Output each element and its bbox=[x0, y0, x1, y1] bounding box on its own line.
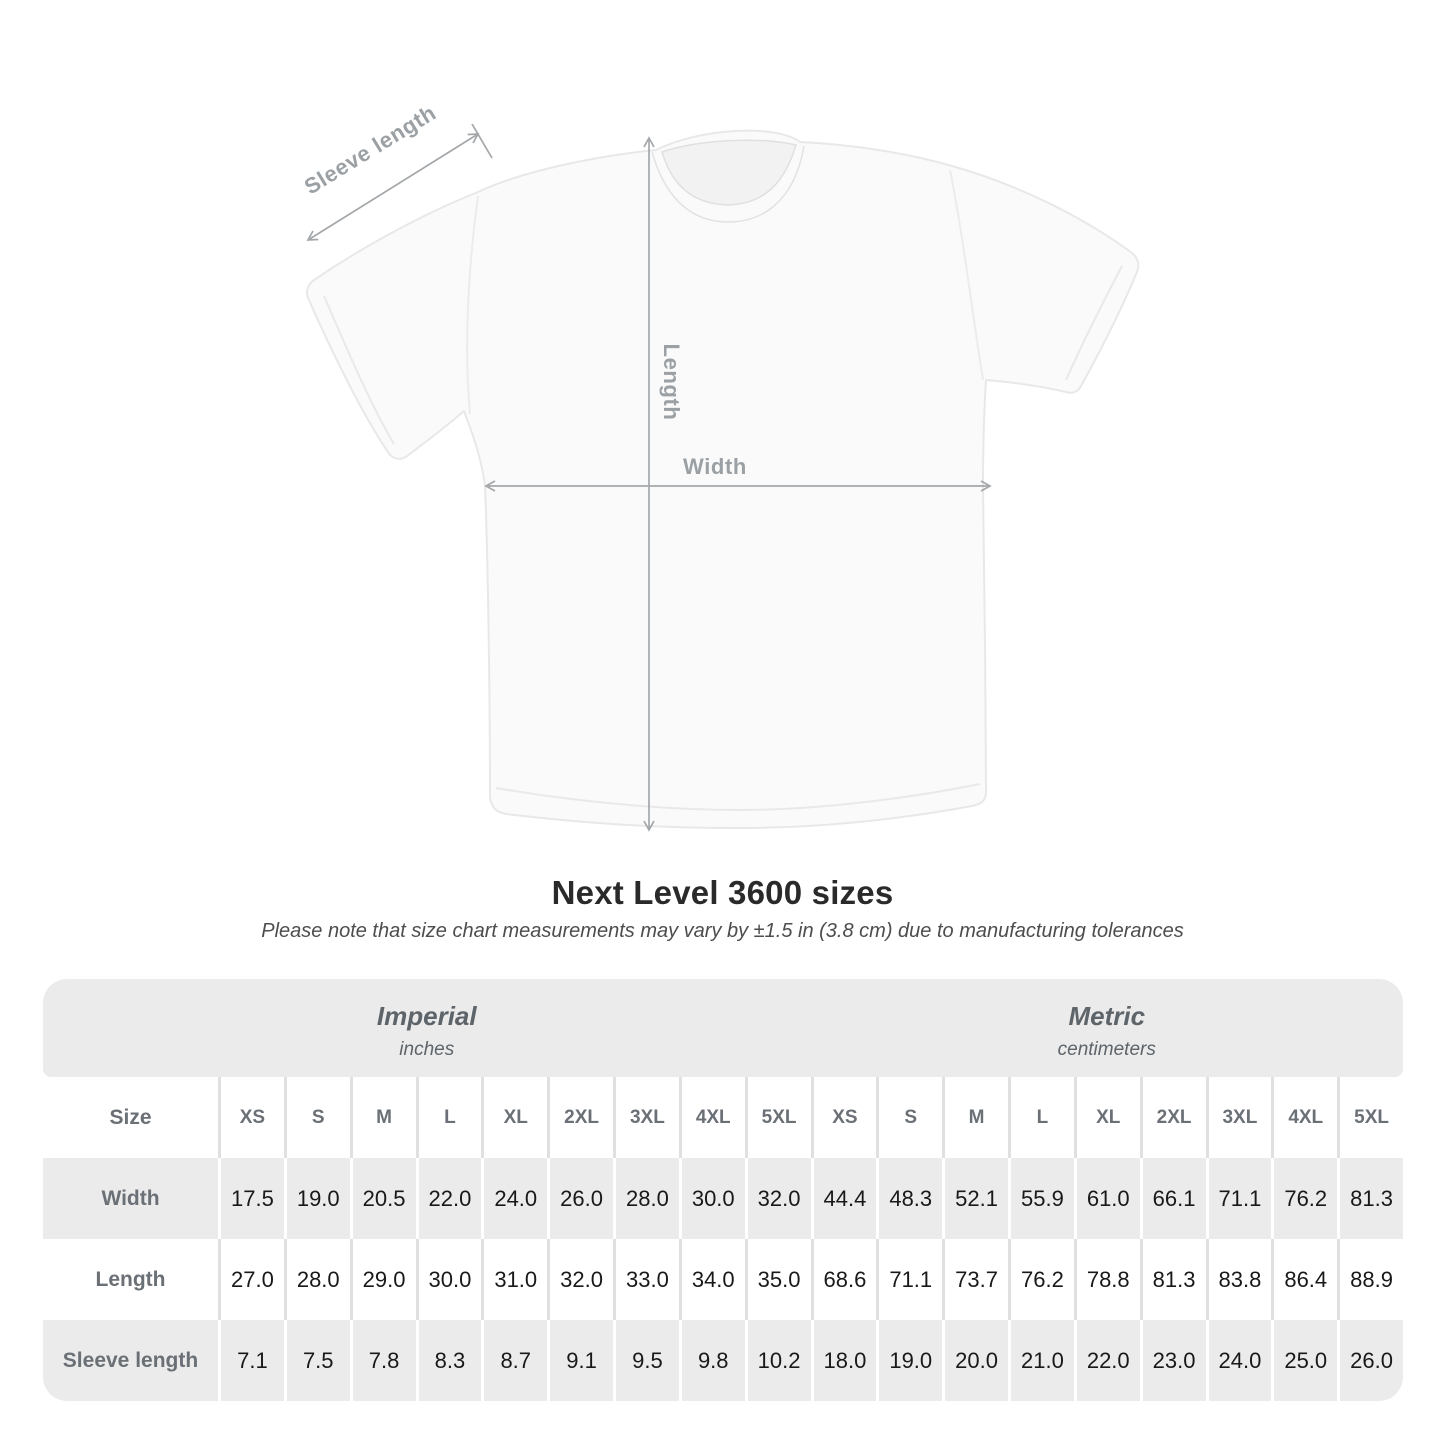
size-value: 19.0 bbox=[876, 1320, 942, 1401]
metric-size-header: S bbox=[876, 1077, 942, 1158]
imperial-size-header: S bbox=[284, 1077, 350, 1158]
imperial-size-header: 4XL bbox=[679, 1077, 745, 1158]
size-value: 30.0 bbox=[679, 1158, 745, 1239]
size-value: 68.6 bbox=[811, 1239, 877, 1320]
size-value: 9.8 bbox=[679, 1320, 745, 1401]
size-value: 81.3 bbox=[1140, 1239, 1206, 1320]
length-label: Length bbox=[659, 343, 684, 421]
size-value: 76.2 bbox=[1008, 1239, 1074, 1320]
row-label: Width bbox=[43, 1158, 218, 1239]
row-label: Length bbox=[95, 1267, 166, 1291]
size-value: 22.0 bbox=[1074, 1320, 1140, 1401]
size-value: 28.0 bbox=[284, 1239, 350, 1320]
metric-group-unit: centimeters bbox=[1057, 1039, 1156, 1060]
imperial-size-header: L bbox=[416, 1077, 482, 1158]
size-value: 88.9 bbox=[1337, 1239, 1403, 1320]
size-value: 86.4 bbox=[1271, 1239, 1337, 1320]
imperial-group-title: Imperial bbox=[376, 1001, 477, 1031]
size-value: 25.0 bbox=[1271, 1320, 1337, 1401]
metric-group-title: Metric bbox=[1068, 1001, 1146, 1031]
imperial-size-header: 5XL bbox=[745, 1077, 811, 1158]
metric-size-header: 4XL bbox=[1271, 1077, 1337, 1158]
size-value: 20.0 bbox=[942, 1320, 1008, 1401]
imperial-size-header: XL bbox=[481, 1077, 547, 1158]
size-value: 32.0 bbox=[547, 1239, 613, 1320]
width-label: Width bbox=[683, 454, 747, 479]
size-table bbox=[43, 979, 1403, 1401]
size-value: 21.0 bbox=[1008, 1320, 1074, 1401]
size-value: 66.1 bbox=[1140, 1158, 1206, 1239]
size-value: 83.8 bbox=[1206, 1239, 1272, 1320]
imperial-size-header: M bbox=[350, 1077, 416, 1158]
size-value: 9.5 bbox=[613, 1320, 679, 1401]
size-value: 20.5 bbox=[350, 1158, 416, 1239]
metric-size-header: L bbox=[1008, 1077, 1074, 1158]
metric-size-header: XS bbox=[811, 1077, 877, 1158]
size-value: 10.2 bbox=[745, 1320, 811, 1401]
size-value: 26.0 bbox=[547, 1158, 613, 1239]
size-value: 7.1 bbox=[218, 1320, 284, 1401]
size-value: 48.3 bbox=[876, 1158, 942, 1239]
size-value: 7.8 bbox=[350, 1320, 416, 1401]
size-value: 73.7 bbox=[942, 1239, 1008, 1320]
imperial-size-header: 3XL bbox=[613, 1077, 679, 1158]
sleeve-seam-tick bbox=[472, 124, 492, 158]
size-value: 22.0 bbox=[416, 1158, 482, 1239]
imperial-size-header: 2XL bbox=[547, 1077, 613, 1158]
size-value: 71.1 bbox=[876, 1239, 942, 1320]
size-value: 9.1 bbox=[547, 1320, 613, 1401]
page-title: Next Level 3600 sizes bbox=[551, 874, 894, 911]
imperial-group-unit: inches bbox=[399, 1039, 455, 1060]
tshirt-illustration bbox=[307, 131, 1138, 828]
metric-size-header: M bbox=[942, 1077, 1008, 1158]
heading-block bbox=[0, 876, 1445, 943]
size-value: 18.0 bbox=[811, 1320, 877, 1401]
size-value: 78.8 bbox=[1074, 1239, 1140, 1320]
size-value: 26.0 bbox=[1337, 1320, 1403, 1401]
size-value: 19.0 bbox=[284, 1158, 350, 1239]
size-value: 8.3 bbox=[416, 1320, 482, 1401]
size-value: 27.0 bbox=[218, 1239, 284, 1320]
size-value: 55.9 bbox=[1008, 1158, 1074, 1239]
size-value: 8.7 bbox=[481, 1320, 547, 1401]
size-value: 30.0 bbox=[416, 1239, 482, 1320]
size-value: 28.0 bbox=[613, 1158, 679, 1239]
size-value: 81.3 bbox=[1337, 1158, 1403, 1239]
size-value: 31.0 bbox=[481, 1239, 547, 1320]
size-value: 35.0 bbox=[745, 1239, 811, 1320]
imperial-size-header: XS bbox=[218, 1077, 284, 1158]
size-value: 23.0 bbox=[1140, 1320, 1206, 1401]
metric-size-header: 3XL bbox=[1206, 1077, 1272, 1158]
metric-size-header: 2XL bbox=[1140, 1077, 1206, 1158]
size-value: 24.0 bbox=[1206, 1320, 1272, 1401]
sleeve-length-label: Sleeve length bbox=[299, 99, 441, 200]
size-value: 61.0 bbox=[1074, 1158, 1140, 1239]
size-value: 24.0 bbox=[481, 1158, 547, 1239]
size-corner-label: Size bbox=[109, 1105, 152, 1129]
size-value: 71.1 bbox=[1206, 1158, 1272, 1239]
size-value: 34.0 bbox=[679, 1239, 745, 1320]
tolerance-note: Please note that size chart measurements may vary by ±1.5 in (3.8 cm) due to manufacturing tolerances bbox=[261, 920, 1184, 942]
size-value: 7.5 bbox=[284, 1320, 350, 1401]
imperial-group-header bbox=[43, 979, 811, 1077]
size-value: 33.0 bbox=[613, 1239, 679, 1320]
size-value: 17.5 bbox=[218, 1158, 284, 1239]
size-value: 32.0 bbox=[745, 1158, 811, 1239]
size-value: 76.2 bbox=[1271, 1158, 1337, 1239]
size-value: 44.4 bbox=[811, 1158, 877, 1239]
metric-group-header bbox=[811, 979, 1404, 1077]
size-value: 52.1 bbox=[942, 1158, 1008, 1239]
size-value: 29.0 bbox=[350, 1239, 416, 1320]
row-label: Sleeve length bbox=[43, 1320, 218, 1401]
metric-size-header: XL bbox=[1074, 1077, 1140, 1158]
metric-size-header: 5XL bbox=[1337, 1077, 1403, 1158]
